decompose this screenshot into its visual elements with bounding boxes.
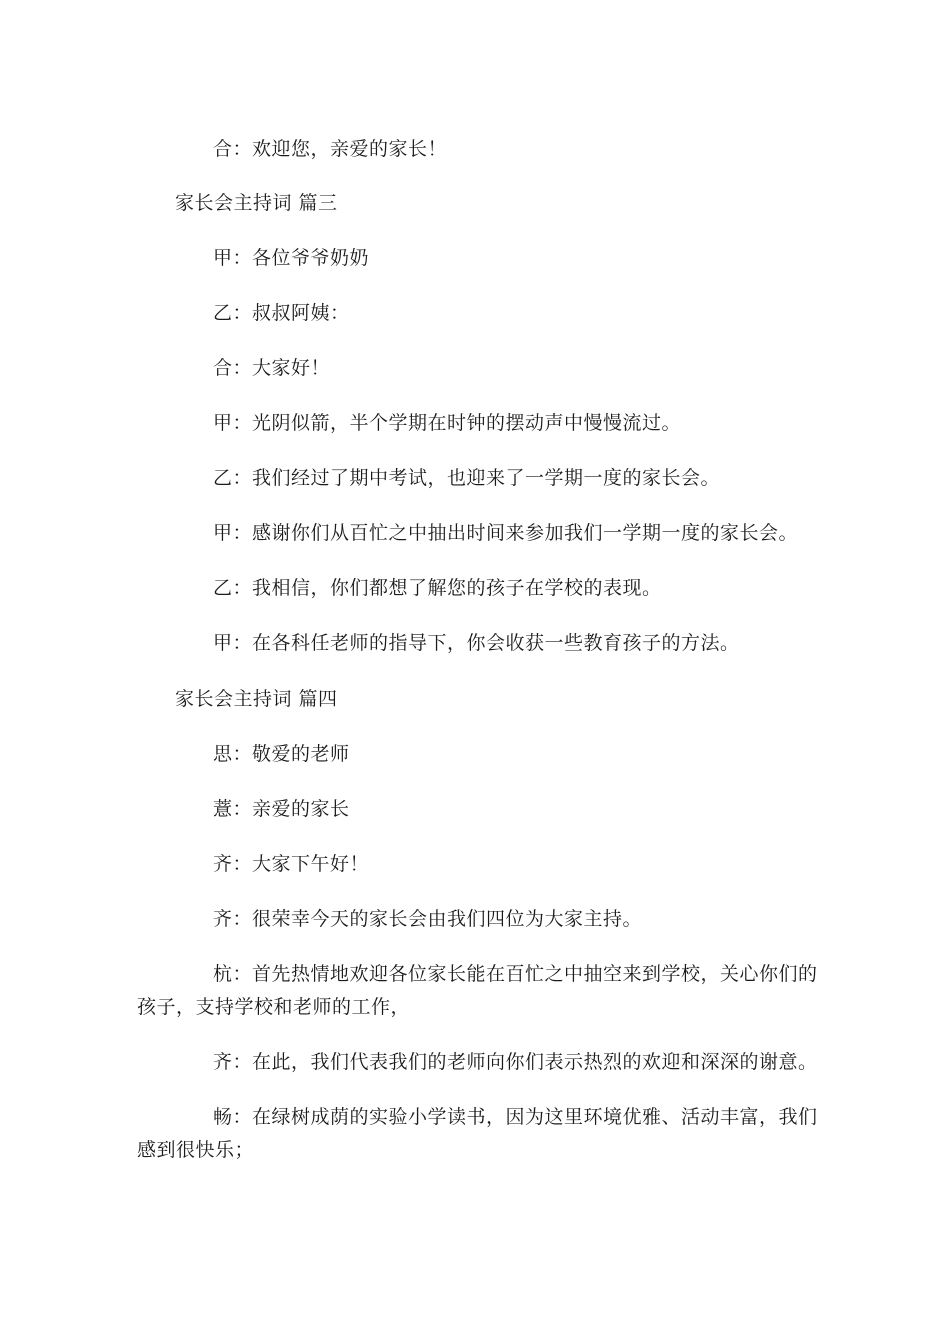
paragraph-line: 乙：我相信，你们都想了解您的孩子在学校的表现。 <box>213 577 662 599</box>
paragraph-line: 孩子，支持学校和老师的工作， <box>137 996 411 1018</box>
paragraph-line: 思：敬爱的老师 <box>213 743 350 765</box>
paragraph-line: 齐：很荣幸今天的家长会由我们四位为大家主持。 <box>213 908 643 930</box>
paragraph-line: 畅：在绿树成荫的实验小学读书，因为这里环境优雅、活动丰富，我们 <box>213 1106 818 1128</box>
paragraph-line: 乙：我们经过了期中考试，也迎来了一学期一度的家长会。 <box>213 467 721 489</box>
section-heading: 家长会主持词 篇三 <box>175 192 338 214</box>
paragraph-line: 感到很快乐； <box>137 1139 255 1161</box>
paragraph-line: 乙：叔叔阿姨： <box>213 302 350 324</box>
paragraph-line: 甲：感谢你们从百忙之中抽出时间来参加我们一学期一度的家长会。 <box>213 522 799 544</box>
paragraph-line: 齐：大家下午好！ <box>213 853 370 875</box>
paragraph-line: 甲：光阴似箭，半个学期在时钟的摆动声中慢慢流过。 <box>213 412 682 434</box>
paragraph-line: 甲：在各科任老师的指导下，你会收获一些教育孩子的方法。 <box>213 632 740 654</box>
paragraph-line: 甲：各位爷爷奶奶 <box>213 247 370 269</box>
paragraph-line: 齐：在此，我们代表我们的老师向你们表示热烈的欢迎和深深的谢意。 <box>213 1051 818 1073</box>
paragraph-line: 合：大家好！ <box>213 357 331 379</box>
paragraph-line: 杭：首先热情地欢迎各位家长能在百忙之中抽空来到学校，关心你们的 <box>213 963 818 985</box>
paragraph-line: 薏：亲爱的家长 <box>213 798 350 820</box>
section-heading: 家长会主持词 篇四 <box>175 688 338 710</box>
paragraph-line: 合：欢迎您，亲爱的家长！ <box>213 138 448 160</box>
